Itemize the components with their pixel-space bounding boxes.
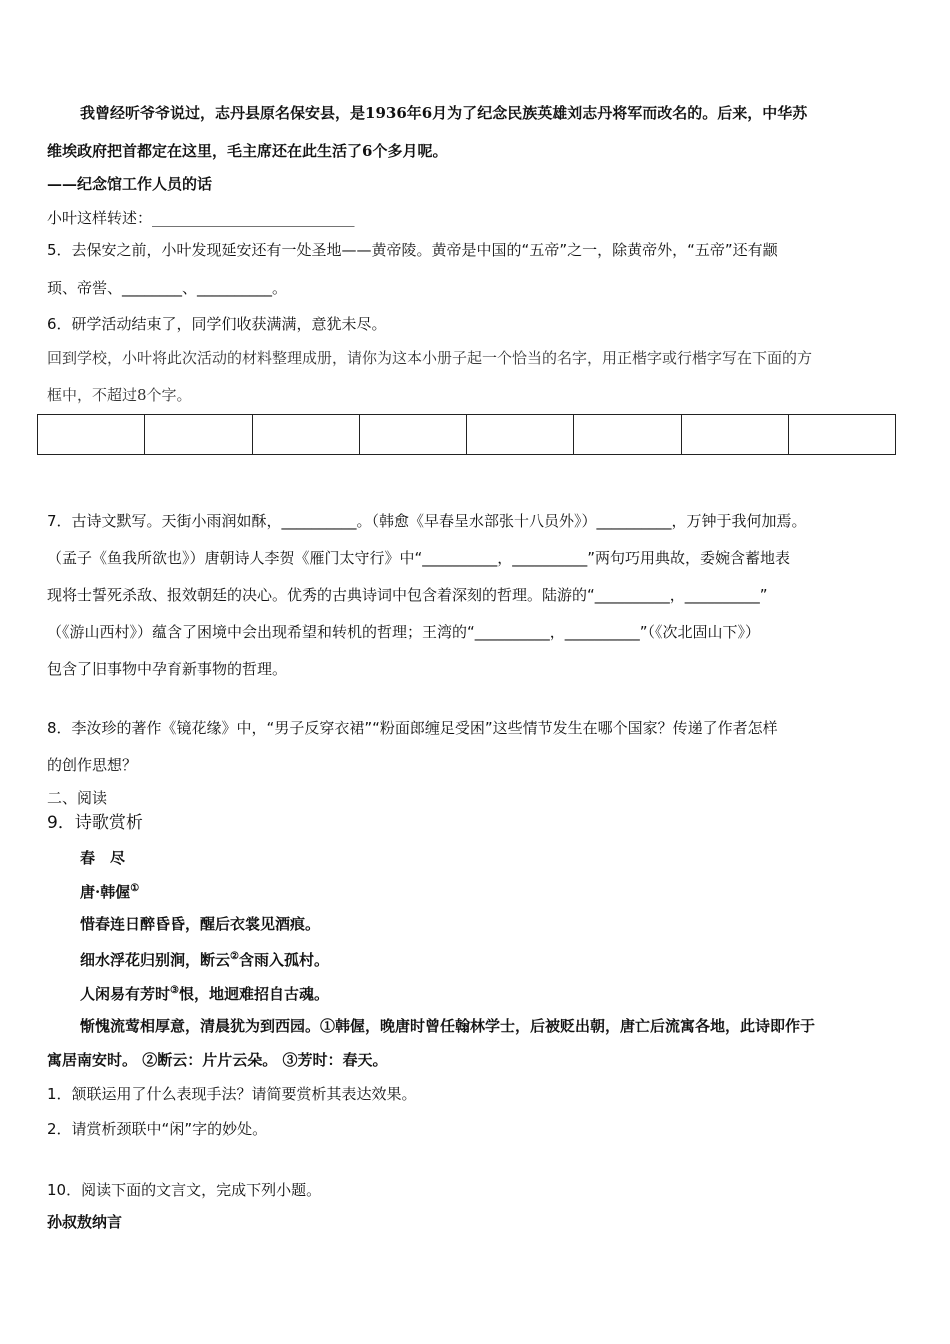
- retell-prompt: 小叶这样转述：___________________________: [47, 209, 355, 227]
- poem-verse-1: 惜春连日醉昏昏，醒后衣裳见酒痕。: [80, 915, 321, 933]
- question-7-line-3: 现将士誓死杀敌、报效朝廷的决心。优秀的古典诗词中包含着深刻的哲理。陆游的“__________，__________”: [47, 586, 768, 604]
- question-5-line-2: 顼、帝喾、________、__________。: [47, 279, 288, 297]
- question-8-line-1: 8．李汝珍的著作《镜花缘》中，“男子反穿衣裙”“粉面郎缠足受困”这些情节发生在哪个国家？传递了作者怎样: [47, 719, 778, 737]
- question-9-heading: 9．诗歌赏析: [47, 813, 143, 833]
- question-7-line-2: （孟子《鱼我所欲也》）唐朝诗人李贺《雁门太守行》中“__________，__________”两句巧用典故，委婉含蓄地表: [47, 549, 791, 567]
- question-5-line-1: 5．去保安之前，小叶发现延安还有一处圣地——黄帝陵。黄帝是中国的“五帝”之一，除黄帝外，“五帝”还有颛: [47, 241, 778, 259]
- title-answer-box[interactable]: [37, 414, 896, 455]
- question-10-heading: 10．阅读下面的文言文，完成下列小题。: [47, 1181, 322, 1199]
- poem-notes: 寓居南安时。 ②断云：片片云朵。 ③芳时：春天。: [47, 1051, 388, 1069]
- quote-line-2: 维埃政府把首都定在这里，毛主席还在此生活了6个多月呢。: [47, 142, 448, 160]
- answer-cell[interactable]: [682, 415, 789, 454]
- poem-verse-2: 细水浮花归别涧，断云②含雨入孤村。: [80, 951, 329, 969]
- answer-cell[interactable]: [253, 415, 360, 454]
- answer-cell[interactable]: [467, 415, 574, 454]
- answer-cell[interactable]: [145, 415, 252, 454]
- question-9-sub-2: 2．请赏析颈联中“闲”字的妙处。: [47, 1120, 268, 1138]
- question-6-heading: 6．研学活动结束了，同学们收获满满，意犹未尽。: [47, 315, 387, 333]
- section-heading: 二、阅读: [47, 789, 108, 807]
- question-6-line-2: 框中，不超过8个字。: [47, 386, 192, 404]
- quote-source: ——纪念馆工作人员的话: [47, 175, 213, 193]
- poem-author: 唐·韩偓①: [80, 883, 140, 901]
- question-6-line-1: 回到学校，小叶将此次活动的材料整理成册，请你为这本小册子起一个恰当的名字，用正楷字或行楷字写在下面的方: [47, 349, 813, 367]
- answer-cell[interactable]: [574, 415, 681, 454]
- footnote-marker: ②: [230, 951, 239, 962]
- answer-cell[interactable]: [789, 415, 895, 454]
- poem-verse-4: 惭愧流莺相厚意，清晨犹为到西园。①韩偓，晚唐时曾任翰林学士，后被贬出朝，唐亡后流寓各地，此诗即作于: [80, 1017, 816, 1035]
- passage-title: 孙叔敖纳言: [47, 1213, 123, 1231]
- question-8-line-2: 的创作思想？: [47, 756, 138, 774]
- footnote-marker: ①: [130, 883, 140, 894]
- poem-title: 春 尽: [80, 849, 126, 867]
- question-7-line-5: 包含了旧事物中孕育新事物的哲理。: [47, 660, 288, 678]
- quote-line-1: 我曾经听爷爷说过，志丹县原名保安县，是1936年6月为了纪念民族英雄刘志丹将军而改名的。后来，中华苏: [80, 104, 808, 122]
- answer-cell[interactable]: [38, 415, 145, 454]
- footnote-marker: ③: [170, 985, 179, 996]
- answer-cell[interactable]: [360, 415, 467, 454]
- question-7-line-1: 7．古诗文默写。天街小雨润如酥，__________。（韩愈《早春呈水部张十八员外》）__________，万钟于我何加焉。: [47, 512, 807, 530]
- question-7-line-4: （《游山西村》）蕴含了困境中会出现希望和转机的哲理；王湾的“__________，__________”（《次北固山下》）: [47, 623, 761, 641]
- poem-verse-3: 人闲易有芳时③恨，地迥难招自古魂。: [80, 985, 329, 1003]
- question-9-sub-1: 1．颔联运用了什么表现手法？请简要赏析其表达效果。: [47, 1085, 417, 1103]
